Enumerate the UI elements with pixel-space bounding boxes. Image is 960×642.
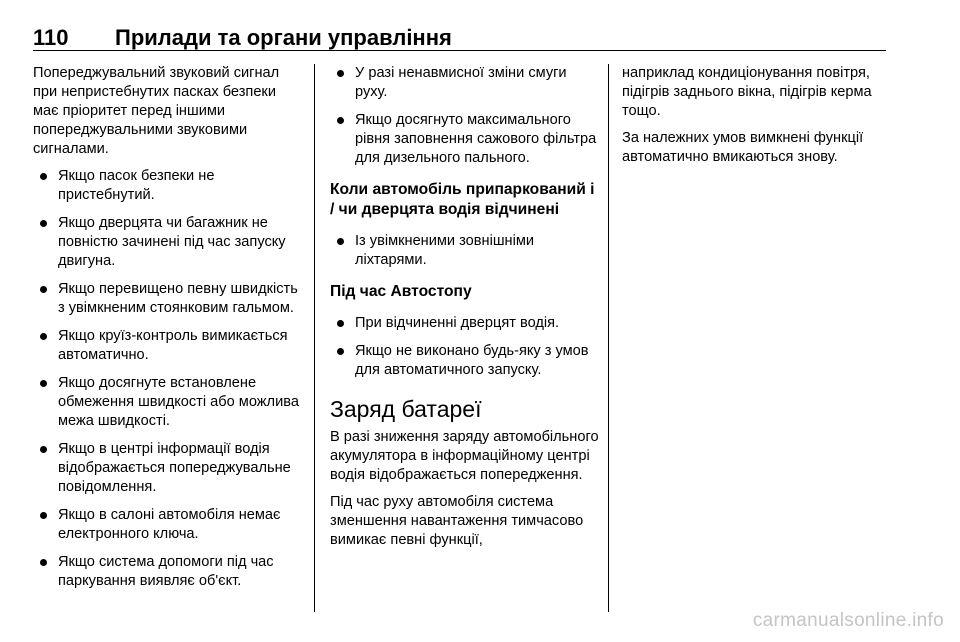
bullet-icon xyxy=(40,559,47,566)
list-item: Якщо дверцята чи багажник не повністю зачинені під час запуску двигуна. xyxy=(33,214,301,271)
list-item: При відчиненні дверцят водія. xyxy=(330,314,600,333)
page-number: 110 xyxy=(33,25,69,50)
bullet-icon xyxy=(40,380,47,387)
column-left xyxy=(33,64,301,601)
intro-paragraph: Попереджувальний звуковий сигнал при непристебнутих пасках безпеки має пріоритет перед іншими попереджувальними звуковими сигналами. xyxy=(33,65,280,157)
list-item: Якщо не виконано будь-яку з умов для автоматичного запуску. xyxy=(330,342,600,380)
section-title-battery: Заряд батареї xyxy=(330,396,482,422)
bullet-icon xyxy=(337,117,344,124)
list-item: Якщо перевищено певну швидкість з увімкненим стоянковим гальмом. xyxy=(33,280,301,318)
bullet-icon xyxy=(40,173,47,180)
bullet-icon xyxy=(337,70,344,77)
bullet-icon xyxy=(40,286,47,293)
heading-parked: Коли автомобіль припаркований і / чи дверцята водія відчинені xyxy=(330,181,595,218)
page-title: Прилади та органи управління xyxy=(115,25,452,50)
list-item: Якщо досягнуте встановлене обмеження швидкості або можлива межа швидкості. xyxy=(33,374,301,431)
parked-list xyxy=(330,232,600,270)
list-item: Якщо в центрі інформації водія відображається попереджувальне повідомлення. xyxy=(33,440,301,497)
column-middle xyxy=(330,64,600,558)
bullet-icon xyxy=(337,238,344,245)
warning-list xyxy=(33,167,301,591)
column-divider xyxy=(314,64,315,612)
list-item: Якщо система допомоги під час паркування виявляє об'єкт. xyxy=(33,553,301,591)
bullet-icon xyxy=(40,512,47,519)
battery-paragraph-4: За належних умов вимкнені функції автоматично вмикаються знову. xyxy=(622,130,864,165)
heading-autostop: Під час Автостопу xyxy=(330,283,472,300)
list-item: Якщо в салоні автомобіля немає електронного ключа. xyxy=(33,506,301,544)
battery-paragraph-2: Під час руху автомобіля система зменшення навантаження тимчасово вимикає певні функції, xyxy=(330,494,584,548)
column-right xyxy=(622,64,890,175)
list-item: Якщо пасок безпеки не пристебнутий. xyxy=(33,167,301,205)
bullet-icon xyxy=(40,220,47,227)
page-header xyxy=(33,26,886,51)
bullet-icon xyxy=(40,333,47,340)
list-item: Якщо досягнуто максимального рівня заповнення сажового фільтра для дизельного пального. xyxy=(330,111,600,168)
autostop-list xyxy=(330,314,600,380)
column-divider xyxy=(608,64,609,612)
bullet-icon xyxy=(40,446,47,453)
list-item: Якщо круїз-контроль вимикається автоматично. xyxy=(33,327,301,365)
bullet-icon xyxy=(337,348,344,355)
bullet-icon xyxy=(337,320,344,327)
list-item: Із увімкненими зовнішніми ліхтарями. xyxy=(330,232,600,270)
warning-list-continued xyxy=(330,64,600,168)
list-item: У разі ненавмисної зміни смуги руху. xyxy=(330,64,600,102)
battery-paragraph-3: наприклад кондиціонування повітря, підігрів заднього вікна, підігрів керма тощо. xyxy=(622,65,872,119)
battery-paragraph-1: В разі зниження заряду автомобільного акумулятора в інформаційному центрі водія відображається попередження. xyxy=(330,429,599,483)
watermark: carmanualsonline.info xyxy=(752,610,944,631)
